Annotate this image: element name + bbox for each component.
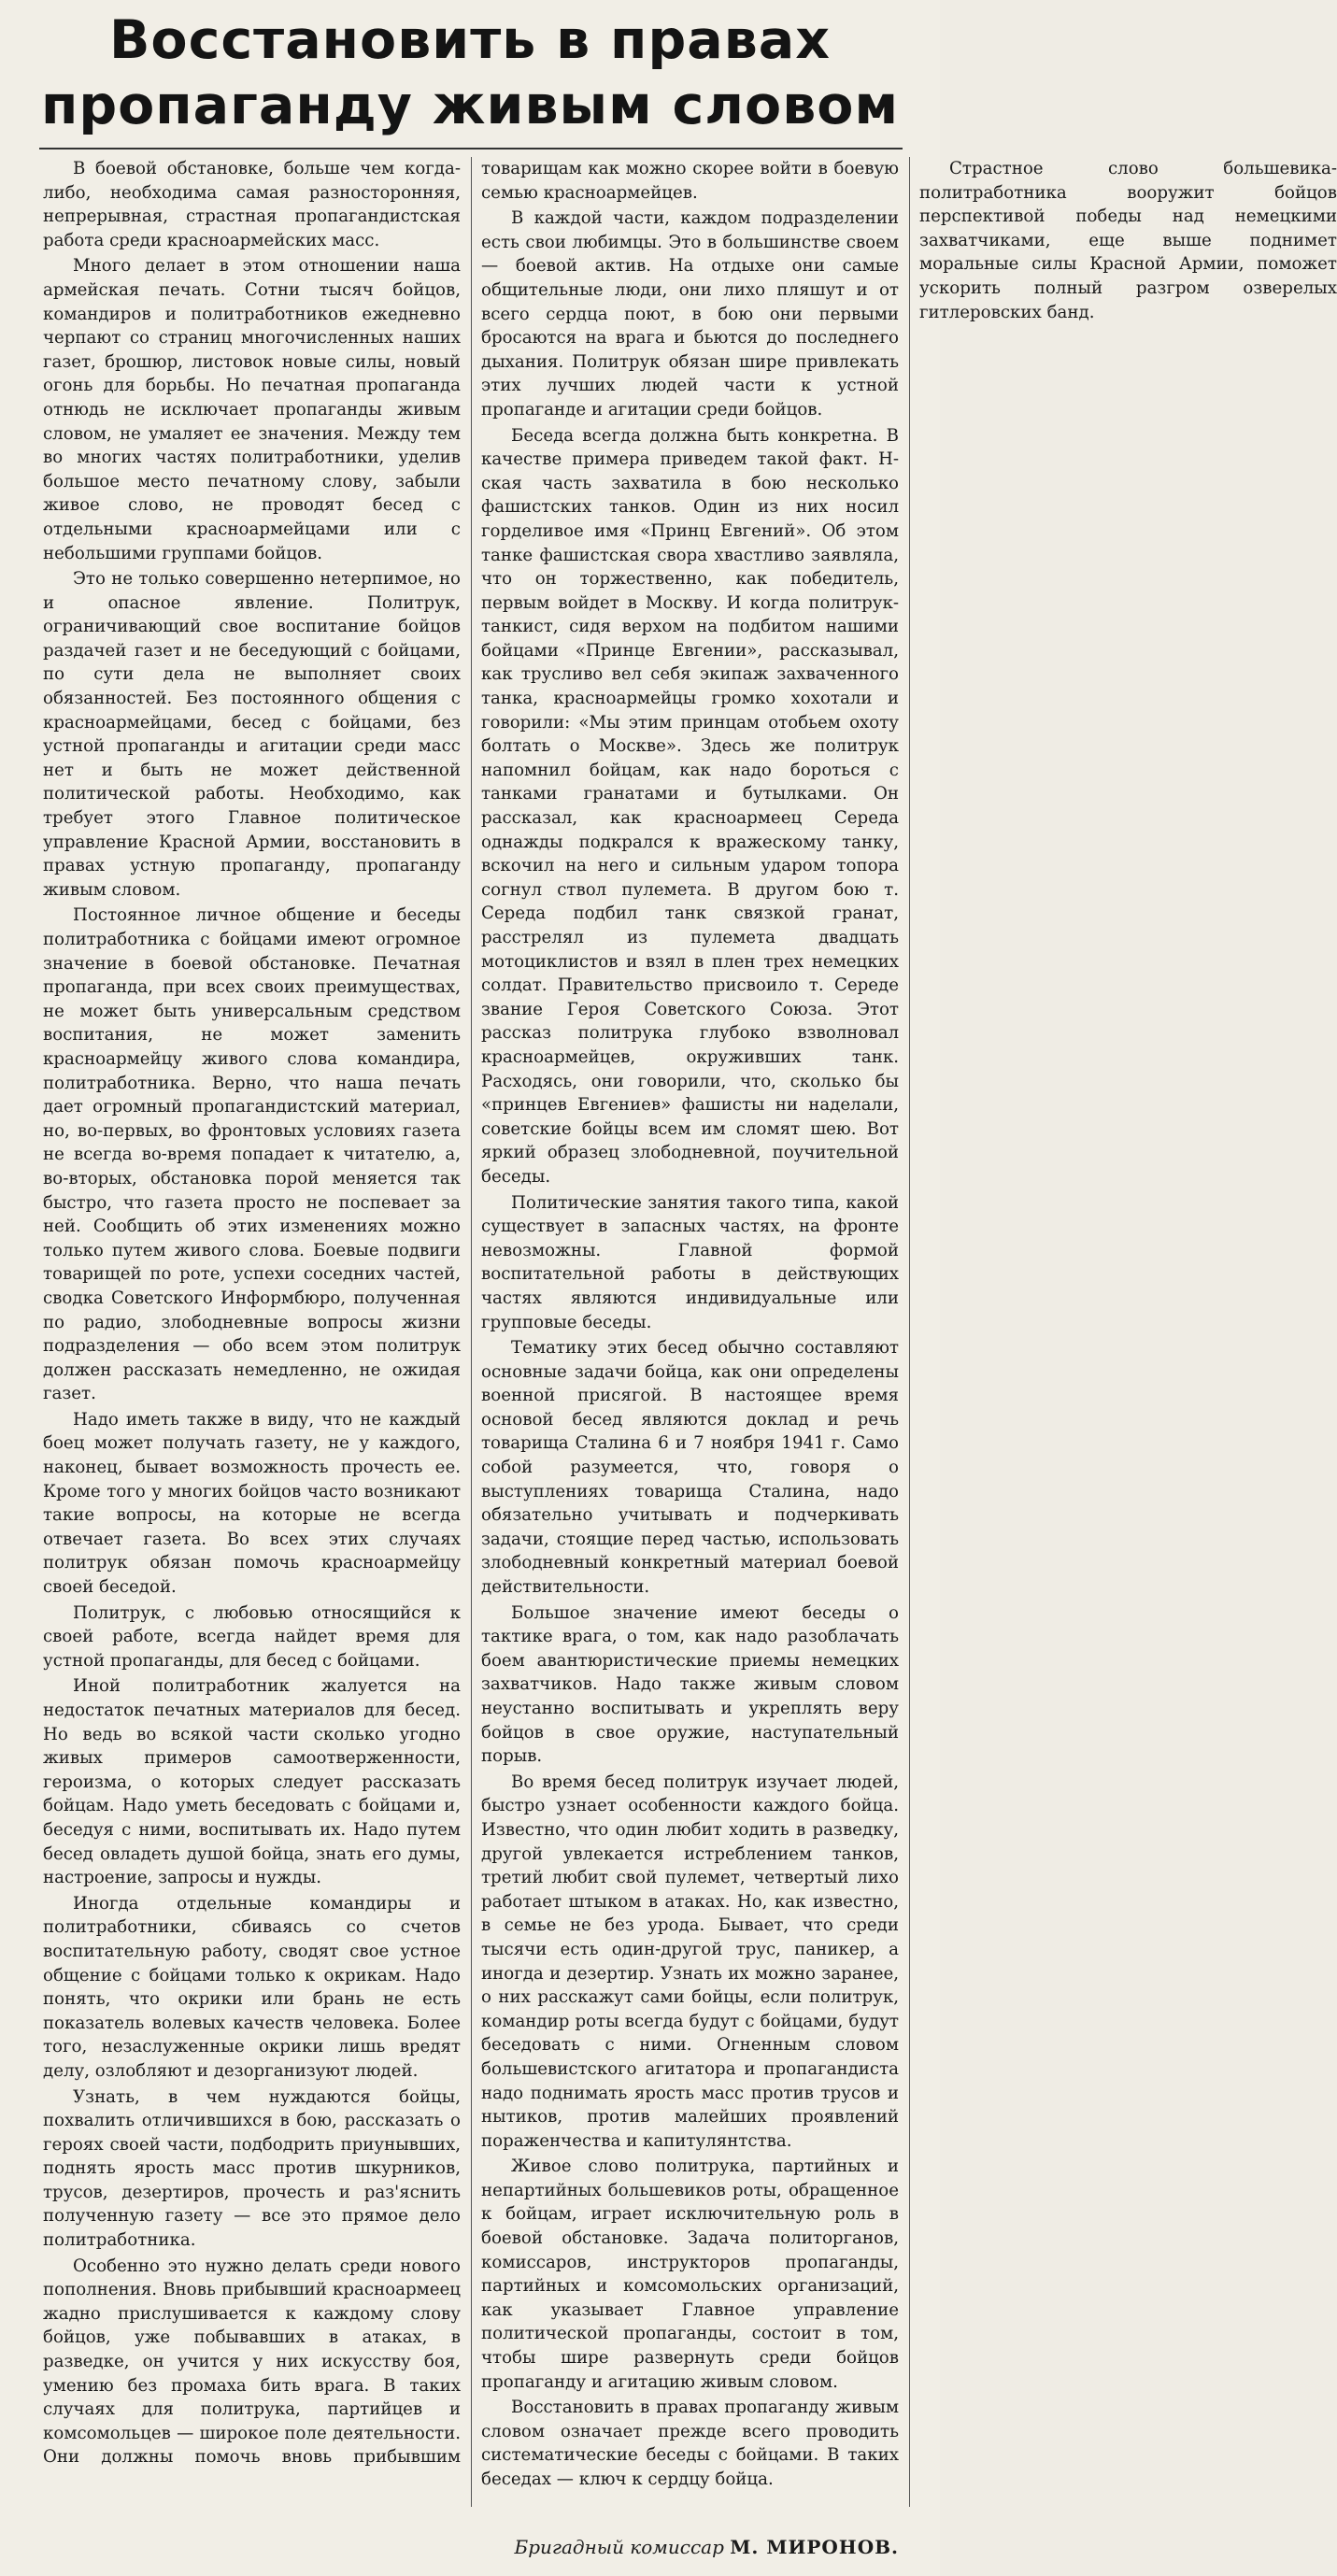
paragraph: Особенно это нужно делать среди нового пополнения. Вновь прибывший красноармеец жадно прислушивается к каждому слову бойцов, уже побывавших в атаках, в разведке, он учится у них искусству боя, умению без промаха бить врага. В таких случаях для политрука, партийцев и комсомольцев — широкое поле деятельности. Они должны помочь вновь прибывшим товарищам как можно скорее войти в боевую семью красноармейцев. <box>43 159 899 2468</box>
paragraph: Политрук, с любовью относящийся к своей работе, всегда найдет время для устной пропаганды, для бесед с бойцами. <box>43 1602 461 1671</box>
paragraph: Иной политработник жалуется на недостаток печатных материалов для бесед. Но ведь во всякой части сколько угодно живых примеров самоотверженности, героизма, о которых следует рассказать бойцам. Надо уметь беседовать с бойцами и, беседуя с ними, воспитывать их. Надо путем бесед овладеть душой бойца, знать его думы, настроение, запросы и нужды. <box>43 1676 461 1888</box>
author-signature <box>495 2534 899 2560</box>
paragraph: Живое слово политрука, партийных и непартийных большевиков роты, обращенное к бойцам, играет исключительную роль в боевой обстановке. Задача политорганов, комиссаров, инструкторов пропаганды, партийных и комсомольских организаций, как указывает Главное управление политической пропаганды, состоит в том, чтобы шире развернуть среди бойцов пропаганду и агитацию живым словом. <box>481 2156 899 2392</box>
paragraph: Восстановить в правах пропаганду живым словом означает прежде всего проводить систематические беседы с бойцами. В таких беседах — ключ к сердцу бойца. <box>481 2398 899 2489</box>
paragraph: Это не только совершенно нетерпимое, но и опасное явление. Политрук, ограничивающий свое воспитание бойцов раздачей газет и не беседующий с бойцами, по сути дела не выполняет своих обязанностей. Без постоянного общения с красноармейцами, бесед с бойцами, без устной пропаганды и агитации среди масс нет и быть не может действенной политической работы. Необходимо, как требует этого Главное политическое управление Красной Армии, восстановить в правах устную пропаганду, пропаганду живым словом. <box>43 569 461 900</box>
paragraph: Страстное слово большевика-политработника вооружит бойцов перспективой победы над немецкими захватчиками, еще выше поднимет моральные силы Красной Армии, поможет ускорить полный разгром озверелых гитлеровских банд. <box>919 159 1337 322</box>
paragraph: Во время бесед политрук изучает людей, быстро узнает особенности каждого бойца. Известно, что один любит ходить в разведку, другой увлекается истреблением танков, третий любит свой пулемет, четвертый лихо работает штыком в атаках. Но, как известно, в семье не без урода. Бывает, что среди тысячи есть один-другой трус, паникер, а иногда и дезертир. Узнать их можно заранее, о них расскажут сами бойцы, если политрук, командир роты всегда будут с бойцами, будут беседовать с ними. Огненным словом большевистского агитатора и пропагандиста надо поднимать ярость масс против трусов и нытиков, против малейших проявлений пораженчества и капитулянтства. <box>481 1772 899 2151</box>
paragraph: Беседа всегда должна быть конкретна. В качестве примера приведем такой факт. Н-ская часть захватила в бою несколько фашистских танков. Один из них носил горделивое имя «Принц Евгений». Об этом танке фашистская свора хвастливо заявляла, что он торжественно, как победитель, первым войдет в Москву. И когда политрук-танкист, сидя верхом на подбитом нашими бойцами «Принце Евгении», рассказывал, как трусливо вел себя экипаж захваченного танка, красноармейцы громко хохотали и говорили: «Мы этим принцам отобьем охоту болтать о Москве». Здесь же политрук напомнил бойцам, как надо бороться с танками гранатами и бутылками. Он рассказал, как красноармеец Середа однажды подкрался к вражескому танку, вскочил на него и сильным ударом топора согнул ствол пулемета. В другом бою т. Середа подбил танк связкой гранат, расстрелял из пулемета двадцать мотоциклистов и взял в плен трех немецких солдат. Правительство присвоило т. Середе звание Героя Советского Союза. Этот рассказ политрука глубоко взволновал красноармейцев, окруживших танк. Расходясь, они говорили, что, сколько бы «принцев Евгениев» фашисты ни наделали, советские бойцы всем им сломят шею. Вот яркий образец злободневной, поучительной беседы. <box>481 425 899 1187</box>
paragraph: Большое значение имеют беседы о тактике врага, о том, как надо разоблачать боем авантюристические приемы немецких захватчиков. Надо также живым словом неустанно воспитывать и укреплять веру бойцов в свое оружие, наступательный порыв. <box>481 1602 899 1767</box>
paragraph: Политические занятия такого типа, какой существует в запасных частях, на фронте невозможны. Главной формой воспитательной работы в действующих частях являются индивидуальные или групповые беседы. <box>481 1192 899 1332</box>
paragraph: В каждой части, каждом подразделении есть свои любимцы. Это в большинстве своем — боевой актив. На отдыхе они самые общительные люди, они лихо пляшут и от всего сердца поют, в бою они первыми бросаются на врага и бьются до последнего дыхания. Политрук обязан шире привлекать этих лучших людей части к устной пропаганде и агитации среди бойцов. <box>481 208 899 420</box>
author-rank: Бригадный комиссар <box>514 2536 724 2558</box>
author-name: М. МИРОНОВ. <box>730 2536 899 2558</box>
article-headline <box>37 7 903 148</box>
paragraph: Узнать, в чем нуждаются бойцы, похвалить отличившихся в бою, рассказать о героях своей части, подбодрить приунывших, поднять ярость масс против шкурников, трусов, дезертиров, прочесть и раз'яснить полученную газету — все это прямое дело политработника. <box>43 2086 461 2251</box>
headline-line-2: пропаганду живым словом <box>40 75 900 136</box>
paragraph: Много делает в этом отношении наша армейская печать. Сотни тысяч бойцов, командиров и политработников ежедневно черпают со страниц многочисленных наших газет, брошюр, листовок новые силы, новый огонь для борьбы. Но печатная пропаганда отнюдь не исключает пропаганды живым словом, не умаляет ее значения. Между тем во многих частях политработники, уделив большое место печатному слову, забыли живое слово, не проводят бесед с отдельными красноармейцами или с небольшими группами бойцов. <box>43 256 461 563</box>
headline-line-1: Восстановить в правах <box>108 9 832 71</box>
article-body <box>43 157 1337 2507</box>
paragraph: Тематику этих бесед обычно составляют основные задачи бойца, как они определены военной присягой. В настоящее время основой бесед являются доклад и речь товарища Сталина 6 и 7 ноября 1941 г. Само собой разумеется, что, говоря о выступлениях товарища Сталина, надо обязательно учитывать и подчеркивать задачи, стоящие перед частью, использовать злободневный конкретный материал боевой действительности. <box>481 1338 899 1598</box>
headline-divider <box>39 148 903 149</box>
paragraph: Надо иметь также в виду, что не каждый боец может получать газету, не у каждого, наконец, бывает возможность прочесть ее. Кроме того у многих бойцов часто возникают такие вопросы, на которые не всегда отвечает газета. Во всех этих случаях политрук обязан помочь красноармейцу своей беседой. <box>43 1409 461 1598</box>
paragraph: В боевой обстановке, больше чем когда-либо, необходима самая разносторонняя, непрерывная, страстная пропагандистская работа среди красноармейских масс. <box>43 159 461 250</box>
paragraph: Иногда отдельные командиры и политработники, сбиваясь со счетов воспитательную работу, сводят свое устное общение с бойцами только к окрикам. Надо понять, что окрики или брань не есть показатель волевых качеств человека. Более того, незаслуженные окрики лишь вредят делу, озлобляют и дезорганизуют людей. <box>43 1893 461 2081</box>
paragraph: Постоянное личное общение и беседы политработника с бойцами имеют огромное значение в боевой обстановке. Печатная пропаганда, при всех своих преимуществах, не может быть универсальным средством воспитания, не может заменить красноармейцу живого слова командира, политработника. Верно, что наша печать дает огромный пропагандистский материал, но, во-первых, во фронтовых условиях газета не всегда во-время попадает к читателю, а, во-вторых, обстановка порой меняется так быстро, что газета просто не поспевает за ней. Сообщить об этих изменениях можно только путем живого слова. Боевые подвиги товарищей по роте, успехи соседних частей, сводка Советского Информбюро, полученная по радио, злободневные вопросы жизни подразделения — обо всем этом политрук должен рассказать немедленно, не ожидая газет. <box>43 905 461 1404</box>
